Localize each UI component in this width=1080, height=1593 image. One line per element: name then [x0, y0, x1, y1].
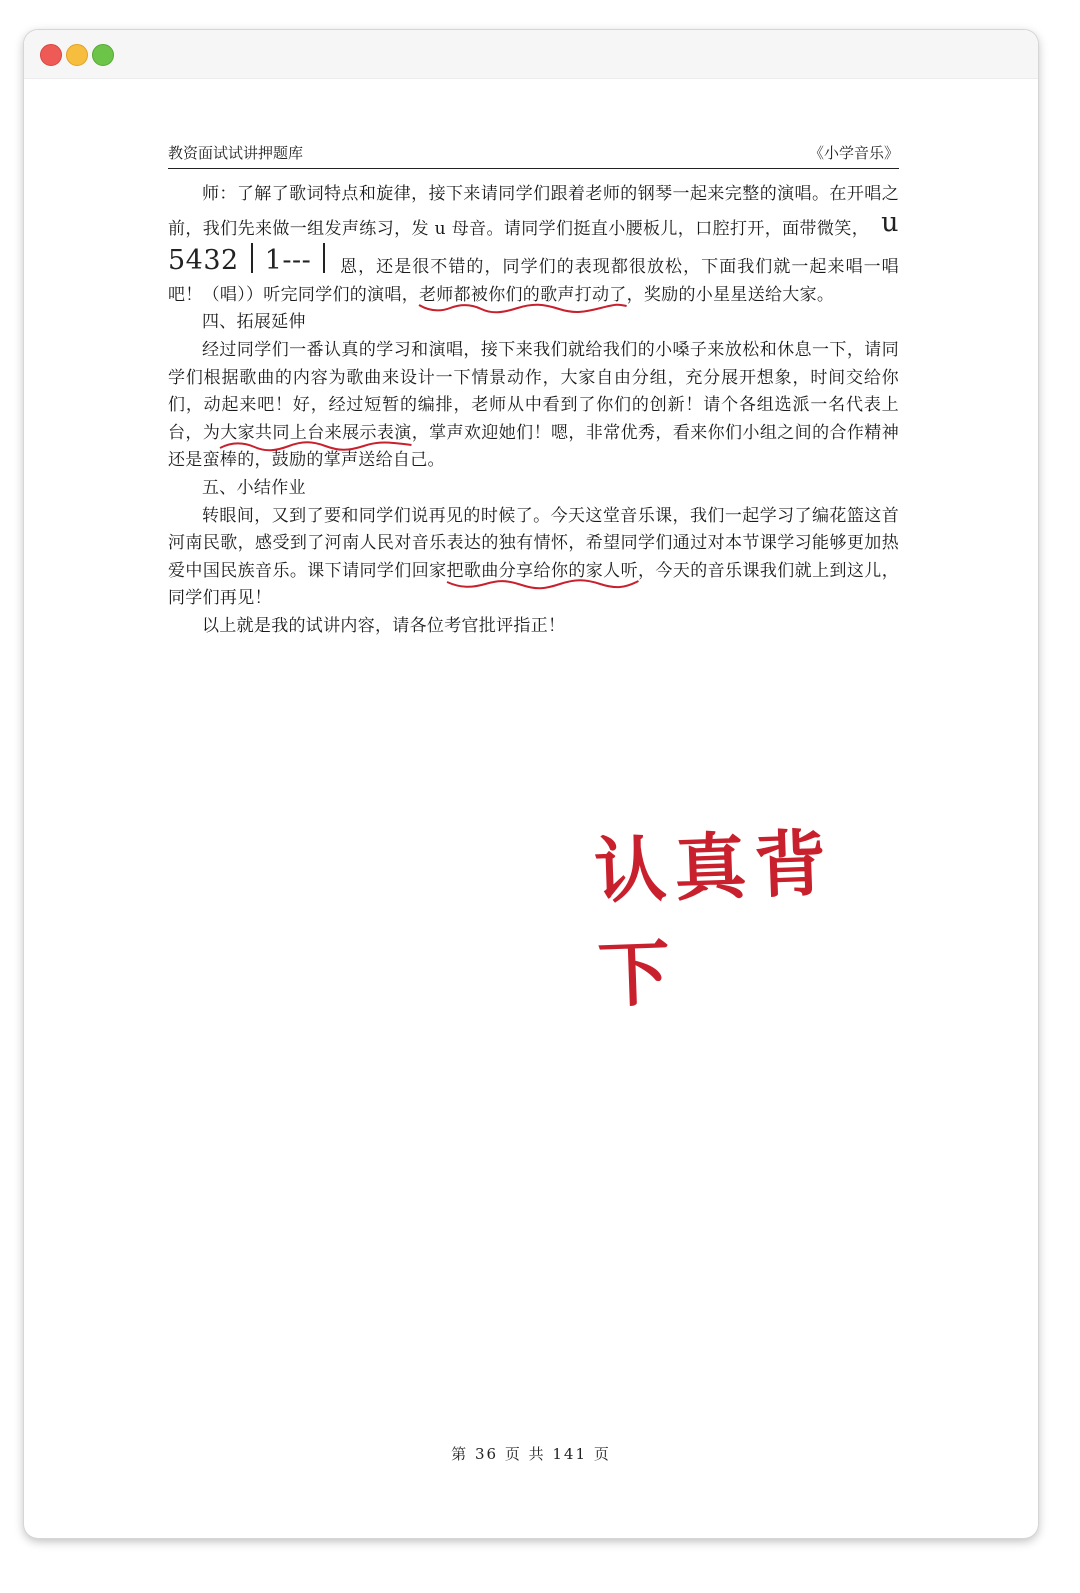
maximize-window-button[interactable] [92, 44, 114, 66]
close-window-button[interactable] [40, 44, 62, 66]
section-heading-4: 四、拓展延伸 [202, 312, 306, 333]
footer-page-number: 36 [474, 1445, 499, 1463]
window-titlebar [24, 30, 1038, 79]
footer-suffix: 页 [593, 1445, 611, 1463]
header-left-title: 教资面试试讲押题库 [168, 144, 304, 162]
paragraph-2-text-a: 经过同学们一番认真的学习和演唱，接下来我们就给我们的小嗓子来放松和休息一下，请同学们根据歌曲的内容为歌曲来设计一下情景动作，大家自由分组，充分展开想象，时间交给你们，动起来吧！好，经过短暂的编排，老师从中看到了你们的创新！请个各组选派一名代表上台，为 [168, 339, 899, 443]
highlighted-phrase-3 [447, 561, 638, 581]
highlighted-phrase-2 [220, 423, 411, 443]
notation-part-2: 1--- [264, 245, 312, 277]
paragraph-2-text-b: ，掌声欢迎她们！嗯，非常优秀，看来你们小组之间的合作精神还是蛮棒的，鼓励的掌声送给自己。 [168, 422, 899, 471]
notation-part-1: u 5432 [168, 206, 899, 277]
document-window [24, 30, 1038, 1538]
paragraph-1-text-c: ，奖励的小星星送给大家。 [626, 284, 835, 305]
highlighted-phrase-3-text: 把歌曲分享给你的家人听 [446, 560, 638, 581]
notation-barline [251, 243, 253, 273]
minimize-window-button[interactable] [66, 44, 88, 66]
footer-mid: 页 共 [504, 1445, 546, 1463]
closing-paragraph: 以上就是我的试讲内容，请各位考官批评指正！ [202, 615, 566, 636]
paragraph-2 [168, 337, 899, 475]
highlighted-phrase-1 [419, 285, 627, 305]
section-heading-5: 五、小结作业 [202, 477, 306, 498]
paragraph-3-text-b: ，今天的音乐课我们就上到这儿，同学们再见！ [168, 560, 899, 609]
paragraph-3-text-a: 转眼间，又到了要和同学们说再见的时候了。今天这堂音乐课，我们一起学习了编花篮这首河南民歌，感受到了河南人民对音乐表达的独有情怀，希望同学们通过对本节课学习能够更加热爱中国民族音乐。课下请同学们回家 [168, 505, 899, 581]
page-header [168, 138, 899, 169]
notation-end-barline [323, 243, 325, 273]
paragraph-3 [168, 503, 899, 613]
paragraph-1 [168, 181, 899, 309]
highlighted-phrase-1-text: 老师都被你们的歌声打动了 [419, 284, 627, 305]
document-body [168, 181, 899, 641]
handwritten-note: 认真背下 [592, 821, 836, 1018]
paragraph-1-text-b: 恩，还是很不错的，同学们的表现都很放松，下面我们就一起来唱一唱吧！（唱））听完同学们的演唱， [168, 257, 899, 305]
footer-total-pages: 141 [552, 1445, 588, 1463]
page-footer [24, 1443, 1038, 1464]
document-page [168, 138, 899, 641]
footer-prefix: 第 [451, 1445, 469, 1463]
paragraph-1-text-a: 师：了解了歌词特点和旋律，接下来请同学们跟着老师的钢琴一起来完整的演唱。在开唱之前，我们先来做一组发声练习，发 u 母音。请同学们挺直小腰板儿，口腔打开，面带微笑， [168, 184, 899, 239]
highlighted-phrase-2-text: 大家共同上台来展示表演 [220, 422, 412, 443]
header-right-title: 《小学音乐》 [808, 144, 899, 162]
